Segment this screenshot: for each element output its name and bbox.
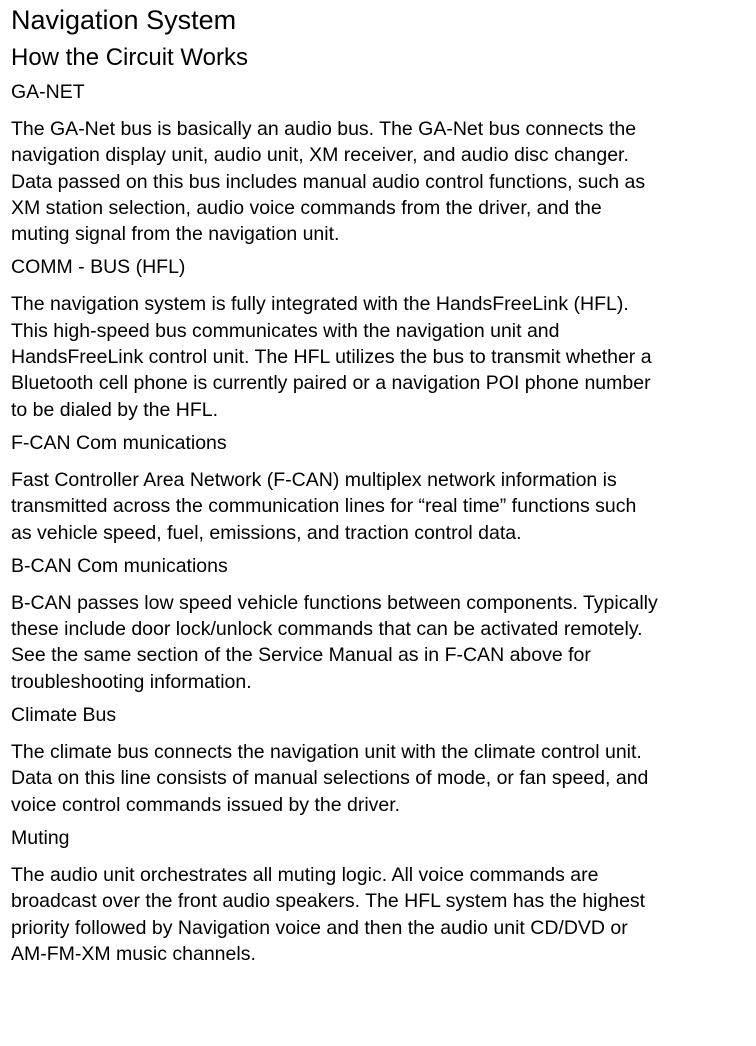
section-body: Fast Controller Area Network (F-CAN) multiplex network information is transmitted across the communication lines for “real time” functions such as vehicle speed, fuel, emissions, and traction control data. — [11, 468, 637, 544]
section-heading: F-CAN Com munications — [11, 431, 227, 454]
section-muting — [11, 826, 749, 967]
page-subtitle: How the Circuit Works — [11, 44, 248, 71]
document-page — [11, 4, 749, 975]
page-title: Navigation System — [11, 5, 237, 35]
section-heading: COMM - BUS (HFL) — [11, 256, 186, 279]
section-ga-net — [11, 80, 749, 247]
section-f-can — [11, 431, 749, 546]
section-heading: B-CAN Com munications — [11, 554, 228, 577]
section-body: The GA-Net bus is basically an audio bus. The GA-Net bus connects the navigation display unit, audio unit, XM receiver, and audio disc changer. Data passed on this bus includes manual audio control functions, such as XM station selection, audio voice commands from the driver, and the muting signal from the navigation unit. — [11, 118, 646, 246]
section-heading: Muting — [11, 826, 70, 849]
section-body: The climate bus connects the navigation unit with the climate control unit. Data on this line consists of manual selections of mode, or fan speed, and voice control commands issued by the driver. — [11, 741, 649, 816]
section-body: The audio unit orchestrates all muting logic. All voice commands are broadcast over the front audio speakers. The HFL system has the highest priority followed by Navigation voice and then the audio unit CD/DVD or AM-FM-XM music channels. — [11, 863, 646, 965]
section-comm-bus — [11, 255, 749, 422]
section-climate-bus — [11, 703, 749, 818]
section-body: B-CAN passes low speed vehicle functions between components. Typically these include door lock/unlock commands that can be activated remotely. See the same section of the Service Manual as in F-CAN above for troubleshooting information. — [11, 591, 658, 693]
section-heading: GA-NET — [11, 81, 85, 103]
section-body: The navigation system is fully integrated with the HandsFreeLink (HFL). This high-speed bus communicates with the navigation unit and HandsFreeLink control unit. The HFL utilizes the bus to transmit whether a Bluetooth cell phone is currently paired or a navigation POI phone number to be dialed by the HFL. — [11, 293, 652, 421]
section-heading: Climate Bus — [11, 704, 117, 727]
section-b-can — [11, 554, 749, 695]
